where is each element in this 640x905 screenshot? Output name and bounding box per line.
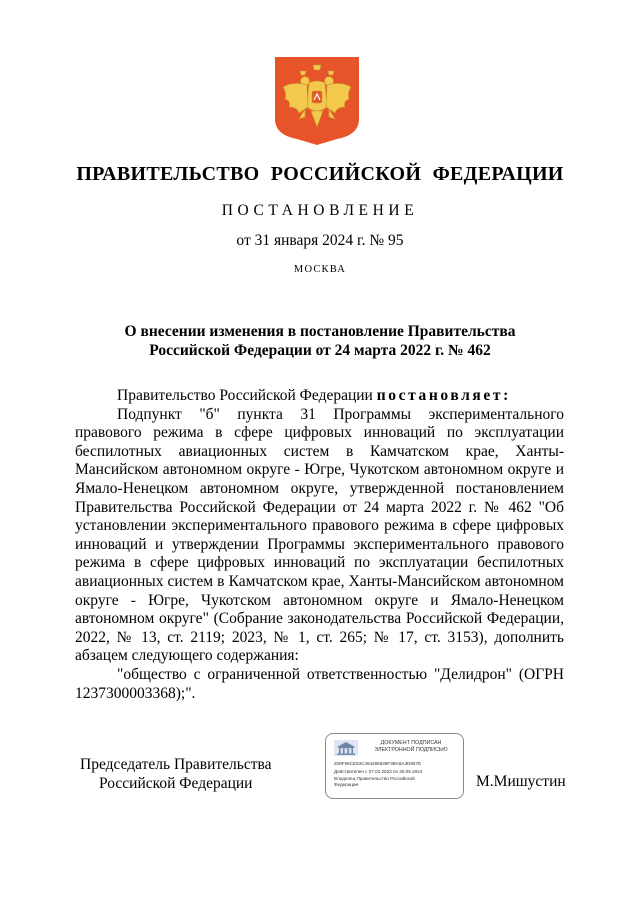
document-body: [75, 387, 564, 703]
document-type: ПОСТАНОВЛЕНИЕ: [221, 202, 419, 219]
stamp-heading-line-2: ЭЛЕКТРОННОЙ ПОДПИСЬЮ: [374, 747, 448, 753]
government-building-icon: [334, 740, 358, 756]
document-date-number: от 31 января 2024 г. № 95: [236, 232, 404, 249]
stamp-heading: [364, 740, 458, 754]
intro-text: Правительство Российской Федерации: [117, 387, 377, 404]
electronic-signature-stamp: [325, 733, 464, 799]
signer-position: [80, 755, 272, 793]
stamp-validity: Действителен с 07.03.2023 по 30.05.2024: [334, 769, 423, 774]
stamp-certificate-serial: 208F99CE53C464266636F3BA8A3D867E: [334, 761, 422, 766]
signer-position-line-2: Российской Федерации: [99, 775, 253, 792]
document-title: ПРАВИТЕЛЬСТВО РОССИЙСКОЙ ФЕДЕРАЦИИ: [76, 163, 564, 185]
stamp-heading-line-1: ДОКУМЕНТ ПОДПИСАН: [380, 740, 442, 746]
document-heading: [0, 322, 640, 360]
body-paragraph-main: Подпункт "б" пункта 31 Программы экспериментального правового режима в сфере цифровых инноваций по эксплуатации беспилотных авиационных систем в Камчатском крае, Ханты-Мансийском автономном округе - Югре, Чукотском автономном округе и Ямало-Ненецком автономном округе, утвержденной постановлением Правительства Российской Федерации от 24 марта 2022 г. № 462 "Об установлении экспериментального правового режима в сфере цифровых инноваций и утверждении Программы экспериментального правового режима в сфере цифровых инноваций по эксплуатации беспилотных авиационных систем в Камчатском крае, Ханты-Мансийском автономном округе - Югре, Чукотском автономном округе и Ямало-Ненецком автономном округе" (Собрание законодательства Российской Федерации, 2022, № 13, ст. 2119; 2023, № 1, ст. 265; № 17, ст. 3153), дополнить абзацем следующего содержания:: [75, 405, 564, 665]
body-paragraph-intro: [75, 387, 564, 406]
body-paragraph-addition: "общество с ограниченной ответственностью "Делидрон" (ОГРН 1237300003368);".: [75, 665, 564, 702]
heading-line-2: Российской Федерации от 24 марта 2022 г. № 462: [149, 342, 491, 359]
signer-name: М.Мишустин: [476, 773, 566, 790]
double-headed-eagle-icon: [275, 57, 359, 145]
stamp-owner-line-2: Федерации: [334, 782, 359, 787]
heading-line-1: О внесении изменения в постановление Правительства: [124, 323, 516, 340]
stamp-owner-line-1: Владелец Правительство Российской: [334, 776, 415, 781]
signer-position-line-1: Председатель Правительства: [80, 756, 272, 773]
document-city: МОСКВА: [293, 264, 347, 275]
coat-of-arms-emblem: [275, 57, 359, 145]
intro-decree-word: постановляет:: [376, 387, 511, 404]
